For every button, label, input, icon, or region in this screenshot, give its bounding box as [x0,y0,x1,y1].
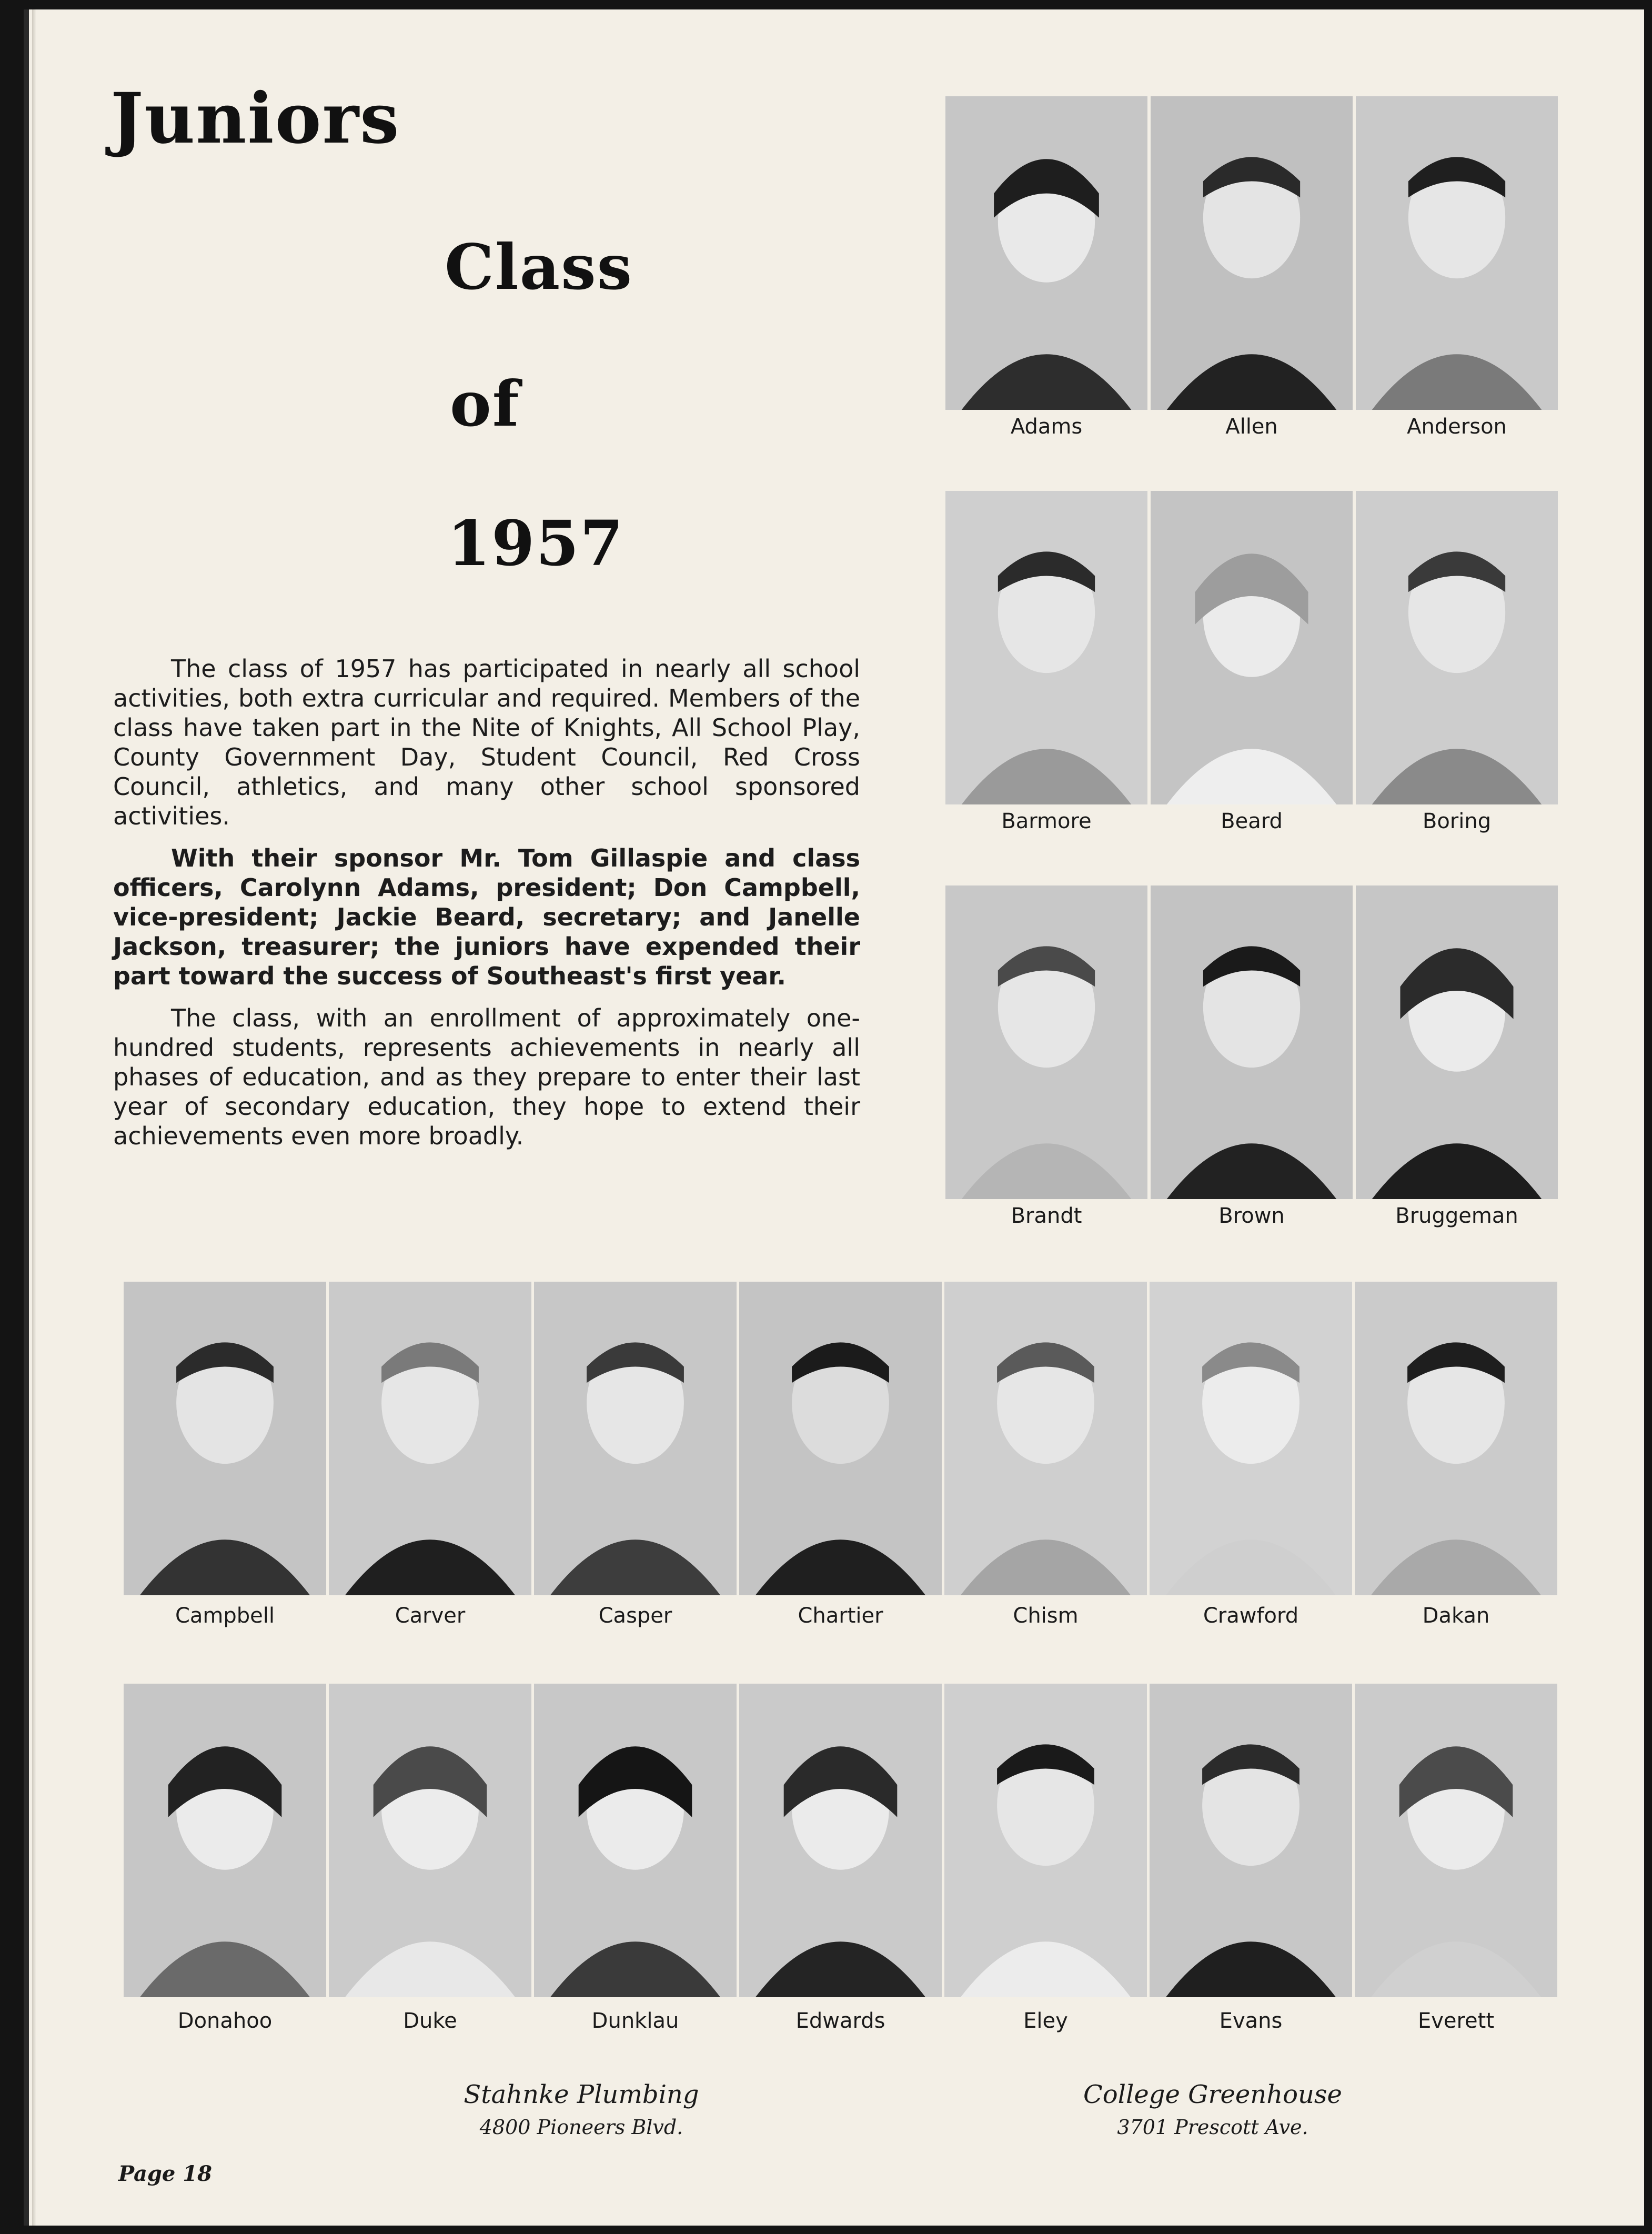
portrait-caption: Eley [1023,2009,1068,2033]
yearbook-page [24,9,1644,2226]
page-number: Page 18 [118,2161,212,2186]
portrait-caption: Brown [1218,1204,1285,1228]
portrait-photo [124,1684,326,1997]
portrait-caption: Anderson [1407,415,1507,439]
portrait-photo [944,1684,1147,1997]
portrait-photo [329,1282,531,1595]
intro-text [113,654,860,1163]
portrait-photo [945,96,1147,410]
title-of: of [450,367,520,440]
ad-address: 4800 Pioneers Blvd. [479,2116,683,2139]
portrait-photo [534,1282,737,1595]
portrait-caption: Everett [1417,2009,1495,2033]
portrait-caption: Adams [1010,415,1083,439]
portrait-caption: Brandt [1011,1204,1082,1228]
portrait-caption: Duke [403,2009,457,2033]
portrait-caption: Boring [1422,809,1492,833]
portrait-photo [1150,1684,1352,1997]
portrait-caption: Evans [1219,2009,1283,2033]
portrait-photo [739,1684,942,1997]
intro-paragraph-1: The class of 1957 has participated in nearly all school activities, both extra curricular and required. Members of the class have taken part in the Nite of Knights, All School Play, County Government Day, Student Council, Red Cross Council, athletics, and many other school sponsored activities. [113,655,860,830]
portrait-caption: Chism [1013,1604,1079,1628]
intro-paragraph-3: The class, with an enrollment of approximately one-hundred students, represents achievements in nearly all phases of education, and as they prepare to enter their last year of secondary education, they hope to extend their achievements even more broadly. [113,1004,860,1150]
portrait-photo [1355,1684,1557,1997]
portrait-caption: Crawford [1203,1604,1299,1628]
ad-name: College Greenhouse [1083,2080,1342,2109]
portrait-photo [1151,96,1353,410]
portrait-caption: Dunklau [591,2009,679,2033]
portrait-caption: Beard [1221,809,1283,833]
portrait-caption: Edwards [795,2009,885,2033]
portrait-photo [944,1282,1147,1595]
portrait-caption: Casper [598,1604,672,1628]
portrait-caption: Barmore [1001,809,1092,833]
portrait-photo [1356,491,1558,804]
portrait-photo [1355,1282,1557,1595]
title-class: Class [445,230,633,304]
intro-paragraph-2: With their sponsor Mr. Tom Gillaspie and class officers, Carolynn Adams, president; Don Campbell, vice-president; Jackie Beard, secretary; and Janelle Jackson, treasurer; the juniors have expended their part toward the success of Southeast's first year. [113,844,860,990]
section-heading: Juniors [110,78,400,159]
ad-name: Stahnke Plumbing [464,2080,699,2109]
ad-stahnke-plumbing [397,2080,765,2139]
portrait-photo [1151,885,1353,1199]
ad-address: 3701 Prescott Ave. [1117,2116,1308,2139]
ad-college-greenhouse [1029,2080,1397,2139]
portrait-photo [1150,1282,1352,1595]
portrait-photo [534,1684,737,1997]
portrait-photo [1356,96,1558,410]
portrait-caption: Carver [395,1604,466,1628]
portrait-caption: Chartier [798,1604,883,1628]
portrait-photo [739,1282,942,1595]
portrait-photo [1356,885,1558,1199]
portrait-photo [124,1282,326,1595]
portrait-photo [945,491,1147,804]
portrait-caption: Dakan [1422,1604,1490,1628]
portrait-caption: Campbell [175,1604,275,1628]
portrait-photo [945,885,1147,1199]
title-year: 1957 [447,507,624,580]
portrait-photo [1151,491,1353,804]
portrait-photo [329,1684,531,1997]
portrait-caption: Allen [1225,415,1278,439]
portrait-caption: Donahoo [177,2009,273,2033]
portrait-caption: Bruggeman [1395,1204,1518,1228]
